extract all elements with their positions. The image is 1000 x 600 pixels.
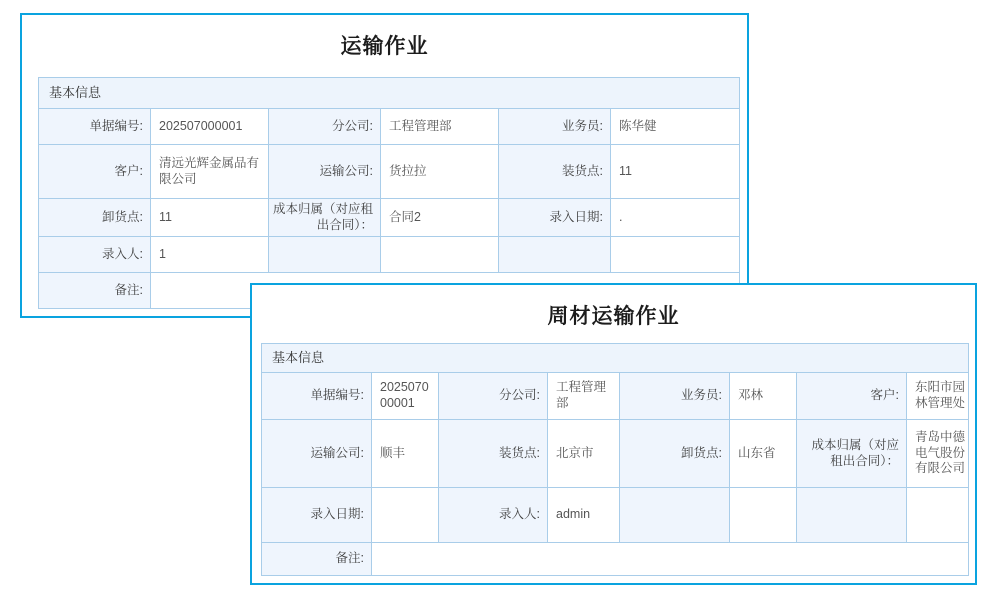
field-value: 工程管理部 [381, 109, 499, 145]
field-label: 录入日期: [262, 488, 372, 543]
field-label: 业务员: [620, 373, 730, 420]
field-value: 工程管理部 [548, 373, 620, 420]
field-label: 卸货点: [39, 199, 151, 237]
field-label: 运输公司: [262, 420, 372, 488]
field-label [797, 488, 907, 543]
field-label [620, 488, 730, 543]
table-row [262, 488, 969, 543]
basic-info-section [261, 343, 968, 576]
field-value: 北京市 [548, 420, 620, 488]
material-transport-job-window [250, 283, 977, 585]
field-value: 11 [151, 199, 269, 237]
field-value [372, 543, 969, 576]
field-value [611, 237, 740, 273]
field-value: 东阳市园林管理处 [907, 373, 969, 420]
field-value: 1 [151, 237, 269, 273]
table-row [262, 543, 969, 576]
field-label: 业务员: [499, 109, 611, 145]
field-value: 山东省 [730, 420, 797, 488]
field-value: 青岛中德电气股份有限公司 [907, 420, 969, 488]
field-label: 装货点: [499, 145, 611, 199]
field-value: 11 [611, 145, 740, 199]
section-header: 基本信息 [262, 344, 969, 373]
field-value: 合同2 [381, 199, 499, 237]
field-value: 陈华健 [611, 109, 740, 145]
field-value [907, 488, 969, 543]
table-row [262, 373, 969, 420]
field-label: 备注: [39, 273, 151, 309]
field-value: admin [548, 488, 620, 543]
field-label: 客户: [797, 373, 907, 420]
field-label: 客户: [39, 145, 151, 199]
field-label: 分公司: [269, 109, 381, 145]
basic-info-table [38, 77, 740, 309]
field-value: . [611, 199, 740, 237]
field-label: 装货点: [439, 420, 548, 488]
field-label: 单据编号: [262, 373, 372, 420]
section-header: 基本信息 [39, 78, 740, 109]
field-label [269, 237, 381, 273]
basic-info-section [38, 77, 739, 309]
field-label: 卸货点: [620, 420, 730, 488]
field-value: 货拉拉 [381, 145, 499, 199]
field-value: 顺丰 [372, 420, 439, 488]
table-row [39, 109, 740, 145]
field-label: 成本归属（对应租出合同）： [797, 420, 907, 488]
field-label: 单据编号: [39, 109, 151, 145]
field-label: 录入日期: [499, 199, 611, 237]
page-title: 运输作业 [340, 35, 429, 58]
field-value: 清远光辉金属品有限公司 [151, 145, 269, 199]
table-row [262, 420, 969, 488]
field-value: 202507000001 [372, 373, 439, 420]
field-label: 成本归属（对应租出合同）： [269, 199, 381, 237]
table-row [39, 199, 740, 237]
field-value [372, 488, 439, 543]
field-label: 运输公司: [269, 145, 381, 199]
field-label: 备注: [262, 543, 372, 576]
field-label [499, 237, 611, 273]
field-label: 分公司: [439, 373, 548, 420]
field-label: 录入人: [439, 488, 548, 543]
transport-job-window [20, 13, 749, 318]
table-row [39, 237, 740, 273]
field-value [730, 488, 797, 543]
field-value [381, 237, 499, 273]
field-value: 邓林 [730, 373, 797, 420]
field-value: 202507000001 [151, 109, 269, 145]
basic-info-table [261, 343, 969, 576]
field-label: 录入人: [39, 237, 151, 273]
table-row [39, 145, 740, 199]
page-title: 周材运输作业 [547, 305, 680, 328]
